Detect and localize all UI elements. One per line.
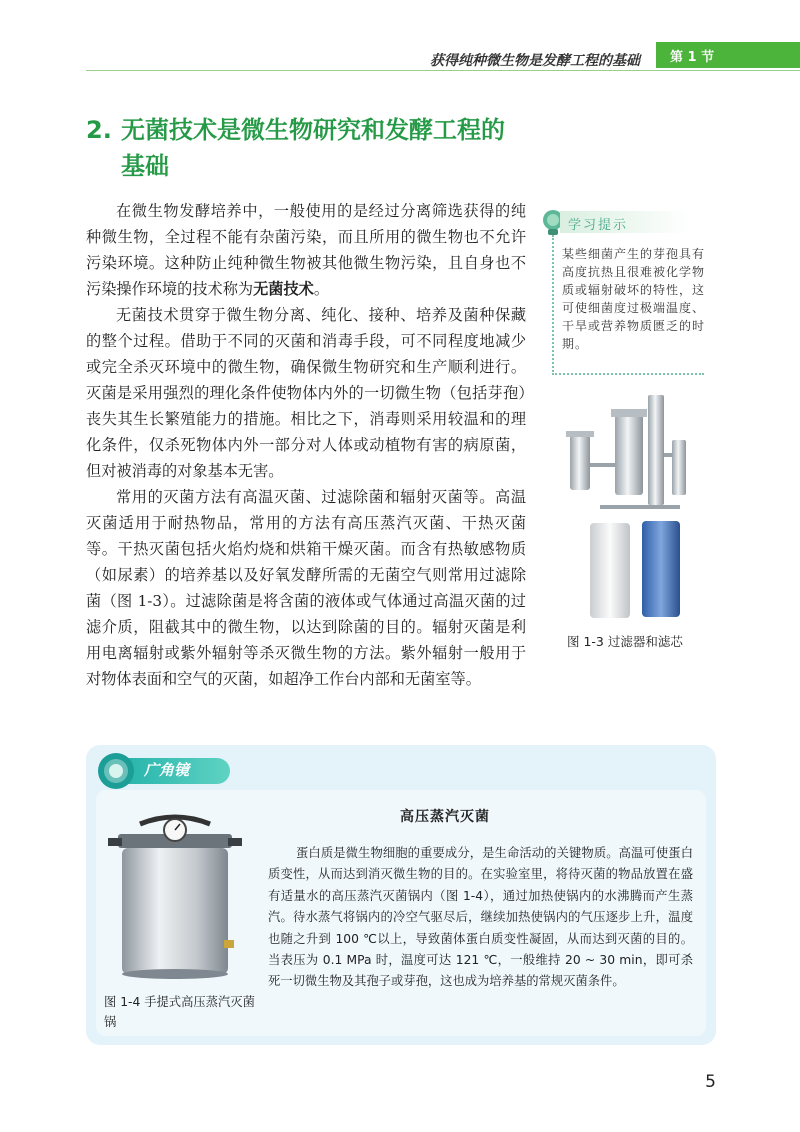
wide-angle-title: 高压蒸汽灭菌 (400, 809, 490, 825)
section-heading-number: 2. (86, 116, 112, 144)
wide-angle-paragraph: 蛋白质是微生物细胞的重要成分，是生命活动的关键物质。高温可使蛋白质变性，从而达到消灭微生物的目的。在实验室里，将待灭菌的物品放置在盛有适量水的高压蒸汽灭菌锅内（图 1-4），通过加热使锅内的水沸腾而产生蒸汽。待水蒸气将锅内的冷空气驱尽后，继续加热使锅内的气压逐步上升，温度也随之升到 100 ℃以上，导致菌体蛋白质变性凝固，从而达到灭菌的目的。当表压为 0.1 MPa 时，温度可达 121 ℃，一般维持 20 ~ 30 min，即可杀死一切微生物及其孢子或芽孢，这也成为培养基的常规灭菌条件。 (268, 846, 693, 989)
learning-tip-text: 某些细菌产生的芽孢具有高度抗热且很难被化学物质或辐射破坏的特性，这可使细菌度过极端温度、干旱或营养物质匮乏的时期。 (562, 247, 706, 351)
chapter-title: 获得纯种微生物是发酵工程的基础 (430, 53, 640, 69)
paragraph-1 (86, 198, 526, 302)
page-number: 5 (705, 1072, 716, 1092)
wide-angle-label: 广角镜 (144, 761, 190, 779)
section-badge (656, 42, 800, 68)
key-term: 无菌技术 (253, 280, 314, 298)
paragraph-3: 常用的灭菌方法有高温灭菌、过滤除菌和辐射灭菌等。高温灭菌适用于耐热物品，常用的方法有高压蒸汽灭菌、干热灭菌等。干热灭菌包括火焰灼烧和烘箱干燥灭菌。而含有热敏感物质（如尿素）的培养基以及好氧发酵所需的无菌空气则常用过滤除菌（图 1-3）。过滤除菌是将含菌的液体或气体通过高温灭菌的过滤介质，阻截其中的微生物，以达到除菌的目的。辐射灭菌是利用电离辐射或紫外辐射等杀灭微生物的方法。紫外辐射一般用于对物体表面和空气的灭菌，如超净工作台内部和无菌室等。 (86, 488, 526, 688)
section-heading (86, 112, 556, 184)
wide-angle-text (268, 843, 693, 993)
body-text (86, 198, 526, 692)
paragraph-1-text: 在微生物发酵培养中，一般使用的是经过分离筛选获得的纯种微生物，全过程不能有杂菌污染，而且所用的微生物也不允许污染环境。这种防止纯种微生物被其他微生物污染，且自身也不污染操作环境的技术称为 (86, 202, 526, 298)
paragraph-1-end: 。 (313, 280, 329, 298)
paragraph-2: 无菌技术贯穿于微生物分离、纯化、接种、培养及菌种保藏的整个过程。借助于不同的灭菌和消毒手段，可不同程度地减少或完全杀灭环境中的微生物，确保微生物研究和生产顺利进行。灭菌是采用强烈的理化条件使物体内外的一切微生物（包括芽孢）丧失其生长繁殖能力的措施。相比之下，消毒则采用较温和的理化条件，仅杀死物体内外一部分对人体或动植物有害的病原菌，但对被消毒的对象基本无害。 (86, 306, 526, 480)
filter-illustration (560, 395, 710, 625)
section-heading-line2: 基础 (121, 152, 169, 180)
learning-tip-header (560, 211, 690, 233)
autoclave-illustration (100, 812, 250, 982)
header-divider (86, 70, 800, 71)
section-heading-line1: 无菌技术是微生物研究和发酵工程的 (121, 116, 505, 144)
figure-1-3-caption: 图 1-3 过滤器和滤芯 (567, 634, 683, 649)
learning-tip-label: 学习提示 (568, 218, 629, 233)
section-badge-label: 第 1 节 (670, 50, 715, 65)
figure-1-4-caption: 图 1-4 手提式高压蒸汽灭菌锅 (104, 995, 255, 1029)
